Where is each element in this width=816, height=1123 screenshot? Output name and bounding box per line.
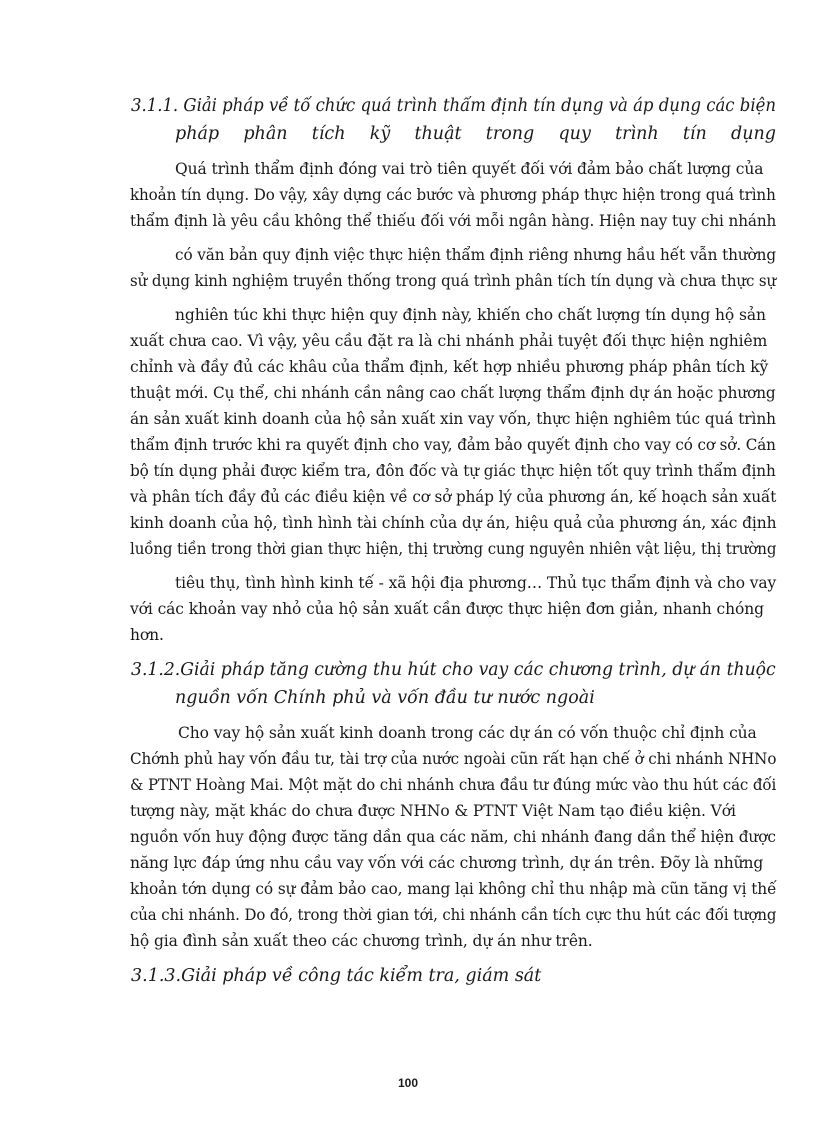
paragraph-line: nguồn vốn huy động được tăng dần qua các năm, chi nhánh đang dần thể hiện được: [130, 828, 776, 846]
heading-word: trình: [615, 124, 659, 144]
heading-word: dụng: [731, 124, 776, 144]
paragraph-line: án sản xuất kinh doanh của hộ sản xuất xin vay vốn, thực hiện nghiêm túc quá trình: [130, 410, 776, 428]
paragraph-line: tượng này, mặt khác do chưa được NHNo & PTNT Việt Nam tạo điều kiện. Với: [130, 802, 736, 820]
paragraph-line: bộ tín dụng phải được kiểm tra, đôn đốc và tự giác thực hiện tốt quy trình thẩm định: [130, 462, 776, 480]
section-heading-3-1-1-continuation: [175, 123, 776, 145]
paragraph-line: và phân tích đầy đủ các điều kiện về cơ sở pháp lý của phương án, kế hoạch sản xuất: [130, 488, 777, 506]
paragraph-line: thuật mới. Cụ thể, chi nhánh cần nâng cao chất lượng thẩm định dự án hoặc phương: [130, 384, 776, 402]
heading-word: tín: [682, 124, 707, 144]
paragraph-line: sử dụng kinh nghiệm truyền thống trong quá trình phân tích tín dụng và chưa thực sự: [130, 272, 777, 290]
paragraph-line: với các khoản vay nhỏ của hộ sản xuất cần được thực hiện đơn giản, nhanh chóng: [130, 600, 764, 618]
paragraph-line: Chớnh phủ hay vốn đầu tư, tài trợ của nước ngoài cũn rất hạn chế ở chi nhánh NHNo: [130, 750, 777, 768]
paragraph-line: khoản tín dụng. Do vậy, xây dựng các bước và phương pháp thực hiện trong quá trình: [130, 186, 776, 204]
heading-word: thuật: [414, 124, 462, 144]
page-number: 100: [397, 1076, 419, 1090]
paragraph-line: thẩm định là yêu cầu không thể thiếu đối với mỗi ngân hàng. Hiện nay tuy chi nhánh: [130, 212, 777, 230]
paragraph-line: có văn bản quy định việc thực hiện thẩm định riêng nhưng hầu hết vẫn thường: [175, 246, 777, 264]
paragraph-line: xuất chưa cao. Vì vậy, yêu cầu đặt ra là chi nhánh phải tuyệt đối thực hiện nghiêm: [130, 332, 768, 350]
heading-word: phân: [243, 124, 288, 144]
section-heading-line: nguồn vốn Chính phủ và vốn đầu tư nước ngoài: [175, 688, 595, 708]
paragraph-line: hơn.: [130, 626, 164, 644]
paragraph-line: chỉnh và đầy đủ các khâu của thẩm định, kết hợp nhiều phương pháp phân tích kỹ: [130, 358, 769, 376]
section-heading-3-1-2: [131, 659, 776, 681]
paragraph-line: của chi nhánh. Do đó, trong thời gian tới, chi nhánh cần tích cực thu hút các đối tượng: [130, 906, 777, 924]
paragraph-line: thẩm định trước khi ra quyết định cho vay, đảm bảo quyết định cho vay có cơ sở. Cán: [130, 436, 776, 454]
heading-word: trong: [485, 124, 535, 144]
section-heading-line: 3.1.3.Giải pháp về công tác kiểm tra, giám sát: [131, 966, 542, 986]
section-heading-line: 3.1.2.Giải pháp tăng cường thu hút cho vay các chương trình, dự án thuộc: [131, 660, 776, 680]
paragraph-line: năng lực đáp ứng nhu cầu vay vốn với các chương trình, dự án trên. Đõy là những: [130, 854, 764, 872]
heading-word: kỹ: [369, 124, 391, 144]
paragraph-line: Quá trình thẩm định đóng vai trò tiên quyết đối với đảm bảo chất lượng của: [175, 160, 764, 178]
section-heading-line: 3.1.1. Giải pháp về tổ chức quá trình thẩm định tín dụng và áp dụng các biện: [131, 96, 776, 116]
paragraph-line: Cho vay hộ sản xuất kinh doanh trong các dự án có vốn thuộc chỉ định của: [178, 724, 757, 742]
paragraph-line: kinh doanh của hộ, tình hình tài chính của dự án, hiệu quả của phương án, xác định: [130, 514, 777, 532]
paragraph-line: luồng tiền trong thời gian thực hiện, thị trường cung nguyên nhiên vật liệu, thị trường: [130, 540, 777, 558]
paragraph-line: & PTNT Hoàng Mai. Một mặt do chi nhánh chưa đầu tư đúng mức vào thu hút các đối: [130, 776, 777, 794]
heading-word: pháp: [175, 124, 220, 144]
paragraph-line: nghiên túc khi thực hiện quy định này, khiến cho chất lượng tín dụng hộ sản: [175, 306, 766, 324]
section-heading-3-1-1: [131, 95, 776, 117]
heading-word: quy: [558, 124, 591, 144]
section-heading-3-1-3: [131, 965, 541, 987]
heading-word: tích: [311, 124, 346, 144]
paragraph-line: hộ gia đình sản xuất theo các chương trình, dự án như trên.: [130, 932, 593, 950]
section-heading-3-1-2-continuation: [175, 687, 595, 709]
paragraph-line: khoản tớn dụng có sự đảm bảo cao, mang lại không chỉ thu nhập mà cũn tăng vị thế: [130, 880, 777, 898]
paragraph-line: tiêu thụ, tình hình kinh tế - xã hội địa phương… Thủ tục thẩm định và cho vay: [175, 574, 777, 592]
